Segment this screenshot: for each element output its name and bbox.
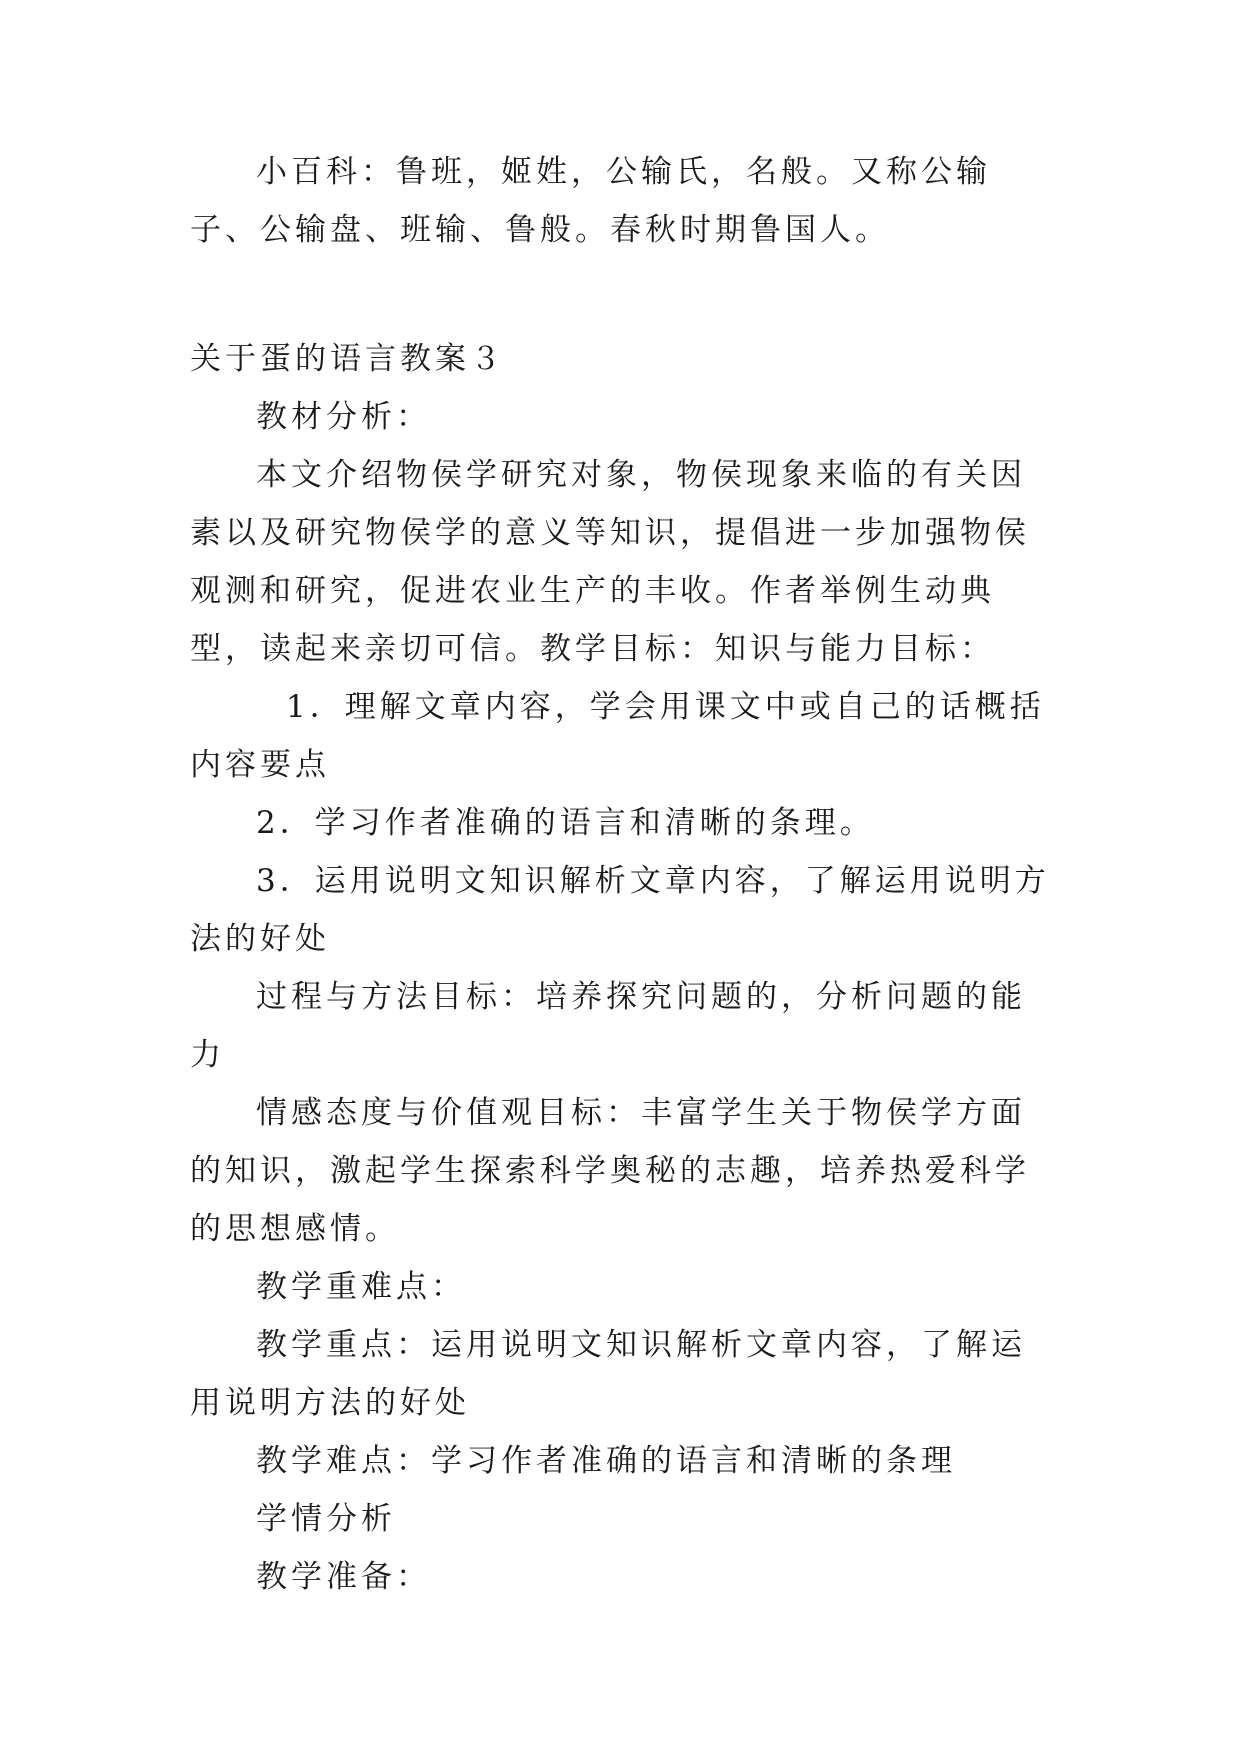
paragraph-preparation: 教学准备： [256,1559,431,1595]
paragraph-goal-2: 2．学习作者准确的语言和清晰的条理。 [256,805,875,841]
paragraph-goal-3: 3．运用说明文知识解析文章内容，了解运用说明方法的好处 [190,863,1050,957]
paragraph-key-point: 教学重点：运用说明文知识解析文章内容，了解运用说明方法的好处 [190,1327,1026,1421]
paragraph-difficult-point: 教学难点：学习作者准确的语言和清晰的条理 [256,1443,956,1479]
lesson-section [190,330,1050,1606]
intro-block [190,143,1050,259]
paragraph-goal-1: 1．理解文章内容，学会用课文中或自己的话概括内容要点 [190,689,1045,783]
paragraph-key-difficult-points: 教学重难点： [256,1269,466,1305]
paragraph-emotion-goal: 情感态度与价值观目标：丰富学生关于物侯学方面的知识，激起学生探索科学奥秘的志趣，培养热爱科学的思想感情。 [190,1095,1030,1247]
paragraph-text-summary: 本文介绍物侯学研究对象，物侯现象来临的有关因素以及研究物侯学的意义等知识，提倡进一步加强物侯观测和研究，促进农业生产的丰收。作者举例生动典型，读起来亲切可信。教学目标：知识与能力目标： [190,457,1030,667]
paragraph-student-analysis: 学情分析 [256,1501,396,1537]
paragraph-textbook-analysis: 教材分析： [256,399,431,435]
section-title: 关于蛋的语言教案３ [190,341,505,377]
paragraph-process-goal: 过程与方法目标：培养探究问题的，分析问题的能力 [190,979,1026,1073]
intro-paragraph: 小百科：鲁班，姬姓，公输氏，名般。又称公输子、公输盘、班输、鲁般。春秋时期鲁国人。 [190,154,991,248]
